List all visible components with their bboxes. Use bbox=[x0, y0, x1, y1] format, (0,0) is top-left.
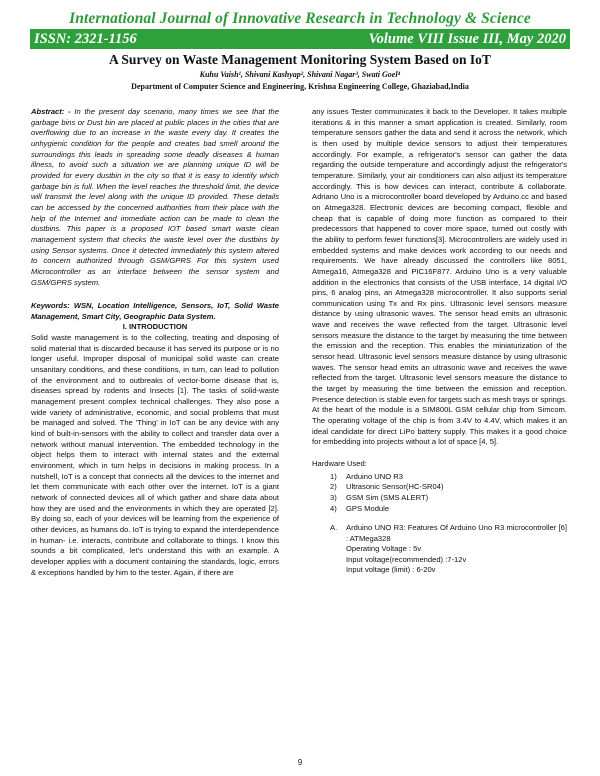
abstract bbox=[31, 107, 279, 288]
spec-line: Input voltage(recommended) :7-12v bbox=[346, 554, 467, 564]
page-number: 9 bbox=[297, 758, 303, 767]
abstract-label: Abstract: - bbox=[31, 107, 71, 116]
spec-line: Input voltage (limit) : 6-20v bbox=[346, 565, 436, 575]
hardware-list bbox=[312, 472, 567, 515]
section-heading-introduction: I. INTRODUCTION bbox=[122, 322, 188, 332]
spec-line: Operating Voltage : 5v bbox=[346, 544, 422, 554]
introduction-text: Solid waste management is to the collecting, treating and disposing of solid material that is discarded because it has served its purpose or is no longer useful. Improper disposal of municipal solid waste can create unsanitary conditions, and these conditions, in turn, can lead to pollution of the environment and to outbreaks of vector-borne disease that is, diseases spread by rodents and Insects [1]. The tasks of solid-waste management present complex technical challenges. They also pose a wide variety of administrative, economic, and social problems that must be managed and solved. The 'Thing' in IoT can be any device with any kind of built-in-sensors with the ability to collect and transfer data over a network without manual intervention. The embedded technology in the object helps them to interact with internal states and the external environment, which in turn helps in decisions in making process. In a nutshell, IoT is a concept that connects all the devices to the internet and let them communicate with each other over the internet. IoT is a giant network of connected devices all of which gather and share data about how they are used and the environments in which they are operated [2]. By doing so, each of your devices will be learning from the experience of other devices, as humans do. IoT is trying to expand the interdependence in human- i.e. interacts, contribute and collaborate to things. I know this sounds a bit complicated, let's understand this with an example. A developer applies with a document containing the standards, logic, errors & exceptions handled by him to the tester. Again, if there are bbox=[31, 333, 279, 577]
list-item: 1) Arduino UNO R3 bbox=[330, 471, 403, 481]
issn-label: ISSN: 2321-1156 bbox=[34, 30, 137, 47]
hardware-heading: Hardware Used: bbox=[312, 459, 367, 468]
list-item: 3) GSM Sim (SMS ALERT) bbox=[330, 493, 429, 503]
subsection-letter: A. bbox=[330, 522, 338, 532]
affiliation: Department of Computer Science and Engineering, Krishna Engineering College, Ghaziabad,India bbox=[131, 82, 469, 91]
body-text-continued: any issues Tester communicates it back to the Developer. It takes multiple iterations & in this manner a smart application is created. Similarly, room temperature sensors gather the data and send it across the network, which is then used by multiple device sensors to adjust their temperatures accordingly. For example, a refrigerator's sensor can gather the data regarding the outside temperature and accordingly adjust the refrigerator's temperature. Similarly, your air conditioners can also adjust its temperature accordingly. This is how devices can interact, contribute & collaborate. Adriano Uno is a microcontroller board developed by Arduino.cc and based on Atmega328. Electronic devices are becoming compact, flexible and cheap that is capable of doing more function as compared to their predecessors that happened to cover more space, turned out costly with the ability to perform fewer functions[3]. Microcontrollers are widely used in embedded systems and make devices work according to our needs and requirements. We have already discussed the controllers like 8051, Atmega16, Atmega328 and PIC16F877. Arduino Uno is a very valuable addition in the electronics that consists of the USB interface, 14 digital I/O pins, 6 analog pins, an Atmega328 microcontroller. It also supports serial communication using Tx and Rx pins. Ultrasonic level sensors measure distance by using ultrasonic waves. The sensor head emits an ultrasonic wave and receives the wave reflected from the target. Ultrasonic level sensors measure the distance to the target by measuring the time between the emission and the reception. This enables the miniaturization of the sensor head. Ultrasonic level sensors measure distance by using ultrasonic waves. The sensor head emits an ultrasonic wave and receives the wave reflected from the target. Ultrasonic level sensors measure the distance to the target by measuring the time between the emission and reception. Presence detection is stable even for targets such as mesh trays or springs. At the heart of the module is a SIM800L GSM cellular chip from Simcom. The operating voltage of the chip is from 3.4V to 4.4V, which makes it an ideal candidate for direct LiPo battery supply. This makes it a good choice for embedding into projects without a lot of space [4, 5]. bbox=[312, 107, 567, 447]
paper-title: A Survey on Waste Management Monitoring System Based on IoT bbox=[109, 52, 491, 67]
list-item: 4) GPS Module bbox=[330, 504, 390, 514]
right-column bbox=[312, 107, 567, 576]
journal-banner bbox=[30, 29, 570, 49]
volume-label: Volume VIII Issue III, May 2020 bbox=[368, 30, 566, 47]
abstract-text: In the present day scenario, many times we see that the garbage bins or Dust bin are placed at public places in the cities that are overflowing due to an increase in the waste every day. It creates the unhygienic condition for the people and creates bad smell around the surroundings this leads in spreading some deadly diseases & human illness, to avoid such a situation we are planning unique ID will be provided for every dustbin in the city so that it is easy to identify which garbage bin is full. When the level reaches the threshold limit, the device will transmit the level along with the unique ID provided. These details can be accessed by the concerned authorities from their place with the help of the Internet and immediate action can be made to clean the dustbins. This paper is a proposed IOT based smart waste clean management system that checks the waste level over the dustbins by using Sensor systems. Once it detected immediately this system altered to concern authorized through GSM/GPRS For this system used Microcontroller as an interface between the sensor system and GSM/GPRS system. bbox=[31, 107, 279, 287]
subsection-text: Arduino UNO R3: Features Of Arduino Uno R3 microcontroller [6] : ATMega328 bbox=[346, 522, 567, 543]
subsection-arduino bbox=[312, 523, 567, 576]
author-list: Kuhu Vaish¹, Shivani Kashyap², Shivani Nagar³, Swati Goel⁴ bbox=[199, 70, 401, 79]
keywords: Keywords: WSN, Location Intelligence, Sensors, IoT, Solid Waste Management, Smart City, Geographic Data System. bbox=[31, 301, 279, 321]
list-item: 2) Ultrasonic Sensor(HC-SR04) bbox=[330, 482, 444, 492]
left-column bbox=[31, 107, 279, 578]
journal-title: International Journal of Innovative Research in Technology & Science bbox=[69, 10, 531, 27]
